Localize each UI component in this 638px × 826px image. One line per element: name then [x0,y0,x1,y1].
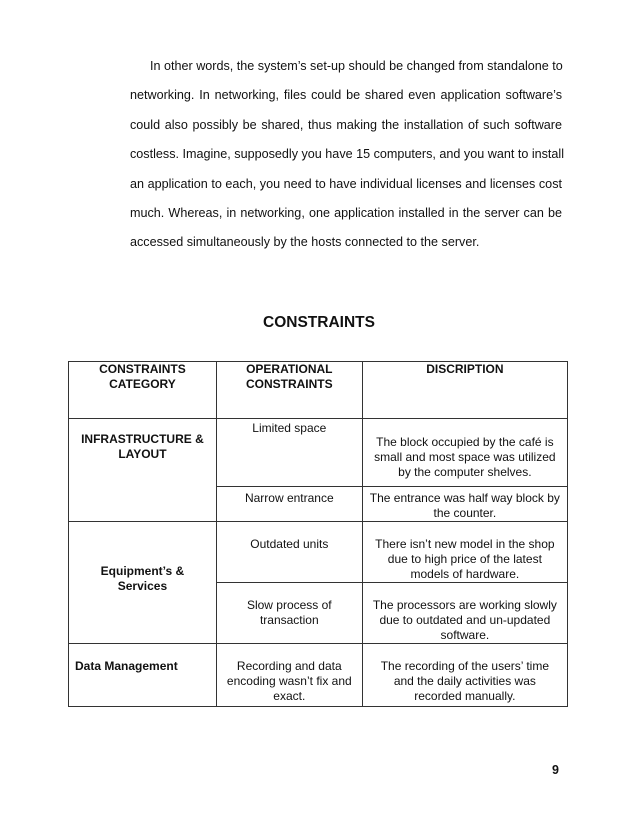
body-paragraph [130,52,565,258]
header-description: DISCRIPTION [362,362,567,419]
category-cell: INFRASTRUCTURE & LAYOUT [69,419,217,522]
operational-cell: Outdated units [216,522,362,583]
paragraph-line: networking. In networking, files could be shared even application software’s [130,88,562,103]
section-title: CONSTRAINTS [263,314,375,331]
paragraph-line: In other words, the system’s set-up should be changed from standalone to [150,59,563,73]
paragraph-line: much. Whereas, in networking, one application installed in the server can be [130,206,562,221]
paragraph-line: could also possibly be shared, thus making the installation of such software [130,117,562,132]
table-header-row [69,362,568,419]
description-cell: The block occupied by the café is small and most space was utilized by the computer shelves. [362,419,567,487]
paragraph-line: costless. Imagine, supposedly you have 15 computers, and you want to install [130,147,565,162]
table-row [69,522,568,583]
operational-cell: Limited space [216,419,362,487]
header-operational: OPERATIONAL CONSTRAINTS [216,362,362,419]
operational-cell: Narrow entrance [216,487,362,522]
header-category: CONSTRAINTS CATEGORY [69,362,217,419]
table-row [69,644,568,707]
description-cell: The entrance was half way block by the counter. [362,487,567,522]
category-cell: Equipment’s & Services [69,522,217,644]
category-cell: Data Management [69,644,217,707]
description-cell: The processors are working slowly due to outdated and un-updated software. [362,583,567,644]
constraints-table [68,361,568,707]
page-number: 9 [552,763,559,777]
description-cell: The recording of the users’ time and the daily activities was recorded manually. [362,644,567,707]
table-row [69,419,568,487]
operational-cell: Recording and data encoding wasn’t fix and exact. [216,644,362,707]
operational-cell: Slow process of transaction [216,583,362,644]
paragraph-line: accessed simultaneously by the hosts connected to the server. [130,235,480,250]
description-cell: There isn’t new model in the shop due to high price of the latest models of hardware. [362,522,567,583]
paragraph-line: an application to each, you need to have individual licenses and licenses cost [130,176,562,191]
